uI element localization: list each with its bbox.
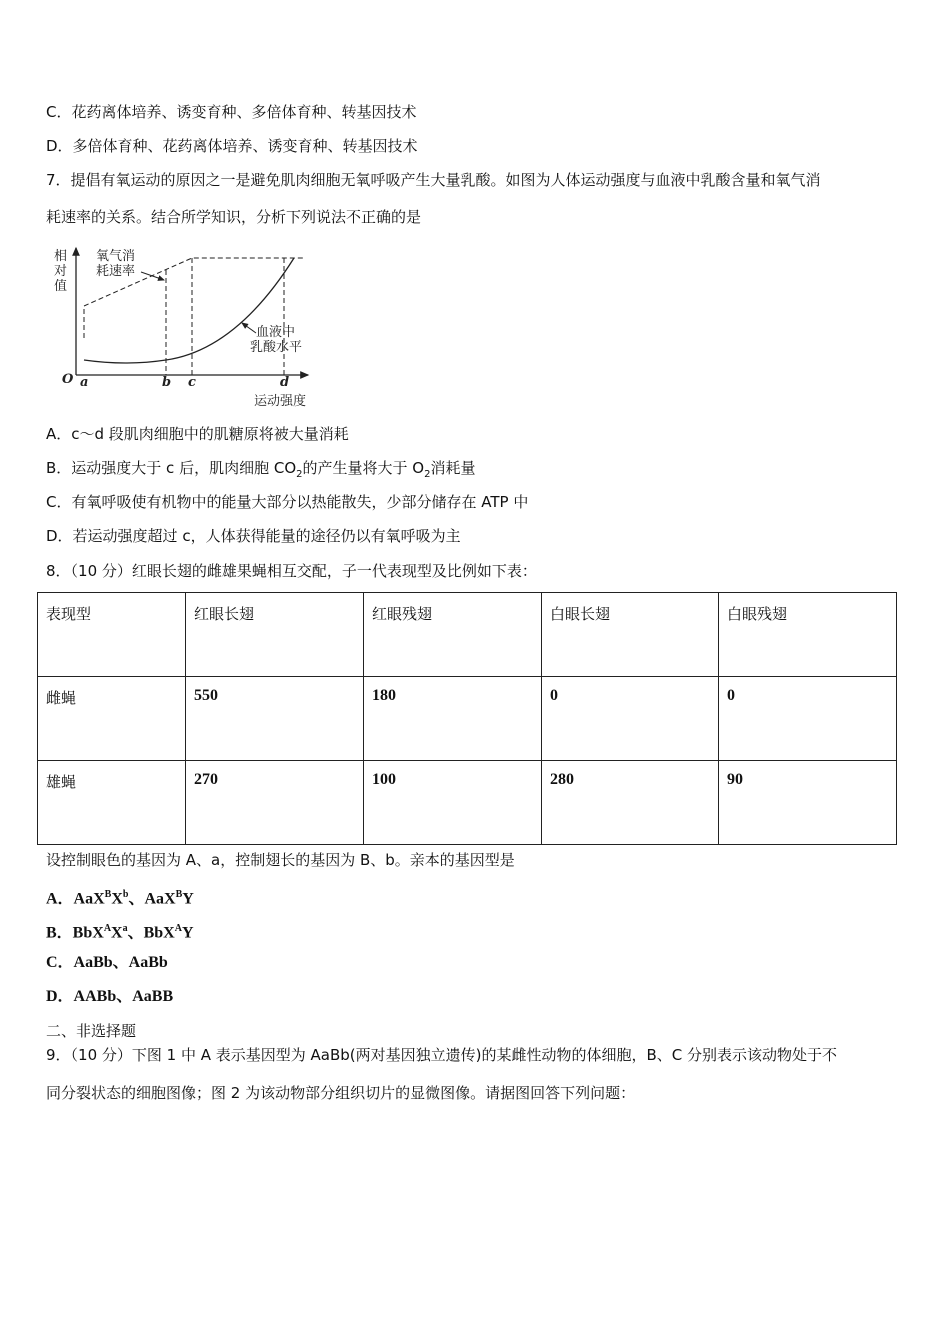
header-cell: 表现型 (38, 593, 186, 677)
xtick-d: d (280, 375, 290, 390)
table-cell: 0 (719, 677, 897, 761)
curve2-label-2: 乳酸水平 (250, 340, 303, 355)
q8-stem-2: 设控制眼色的基因为 A、a，控制翅长的基因为 B、b。亲本的基因型是 (46, 851, 515, 869)
q8-option-b: B．$BbX^AX^a$、BbX$^A$Y (46, 923, 194, 942)
origin-label: O (62, 372, 74, 387)
xlabel: 运动强度 (254, 394, 307, 409)
q8-option-a: A．$AaX^BX^b$、AaX$^B$Y (46, 889, 194, 908)
q6-option-c: C．花药离体培养、诱变育种、多倍体育种、转基因技术 (46, 103, 417, 121)
row-label: 雌蝇 (38, 677, 186, 761)
curve1-label-1: 氧气消 (96, 249, 136, 264)
q9-stem-line2: 同分裂状态的细胞图像；图 2 为该动物部分组织切片的显微图像。请据图回答下列问题： (46, 1084, 636, 1102)
curve2-label-1: 血液中 (256, 325, 296, 340)
table-row (38, 677, 897, 761)
header-cell: 红眼残翅 (364, 593, 542, 677)
header-cell: 白眼长翅 (542, 593, 719, 677)
table-cell: 180 (364, 677, 542, 761)
q8-option-d: D．AABb、AaBB (46, 988, 174, 1005)
q7-option-b: B．运动强度大于 c 后，肌肉细胞 $CO_2$的产生量将大于 $O_2$消耗量 (46, 459, 476, 480)
q7-option-a: A．c～d 段肌肉细胞中的肌糖原将被大量消耗 (46, 425, 349, 443)
curve1-label-2: 耗速率 (96, 264, 136, 279)
row-label: 雄蝇 (38, 761, 186, 845)
ylabel-1: 相 (54, 249, 68, 264)
table-cell: 100 (364, 761, 542, 845)
q8-option-c: C．AaBb、AaBb (46, 954, 168, 971)
table-header-row (38, 593, 897, 677)
q7-stem-line1: 7．提倡有氧运动的原因之一是避免肌肉细胞无氧呼吸产生大量乳酸。如图为人体运动强度与血液中乳酸含量和氧气消 (46, 171, 821, 189)
ylabel-2: 对 (54, 264, 68, 279)
q7-figure (46, 238, 331, 413)
q7-option-d: D．若运动强度超过 c，人体获得能量的途径仍以有氧呼吸为主 (46, 527, 461, 545)
table-cell: 270 (186, 761, 364, 845)
q7-option-c: C．有氧呼吸使有机物中的能量大部分以热能散失，少部分储存在 ATP 中 (46, 493, 529, 511)
header-cell: 白眼残翅 (719, 593, 897, 677)
q6-option-d: D．多倍体育种、花药离体培养、诱变育种、转基因技术 (46, 137, 418, 155)
q8-stem: 8．（10 分）红眼长翅的雌雄果蝇相互交配，子一代表现型及比例如下表： (46, 562, 537, 580)
q9-stem-line1: 9．（10 分）下图 1 中 A 表示基因型为 AaBb(两对基因独立遗传)的某雌性动物的体细胞，B、C 分别表示该动物处于不 (46, 1046, 838, 1064)
table-row (38, 761, 897, 845)
ylabel-3: 值 (54, 279, 68, 294)
xtick-b: b (162, 375, 172, 390)
xtick-a: a (80, 375, 89, 390)
table-cell: 90 (719, 761, 897, 845)
table-cell: 550 (186, 677, 364, 761)
q7-stem-line2: 耗速率的关系。结合所学知识，分析下列说法不正确的是 (46, 208, 422, 226)
section-heading: 二、非选择题 (46, 1022, 137, 1040)
header-cell: 红眼长翅 (186, 593, 364, 677)
phenotype-table (37, 592, 897, 845)
table-cell: 280 (542, 761, 719, 845)
table-cell: 0 (542, 677, 719, 761)
xtick-c: c (188, 375, 196, 390)
